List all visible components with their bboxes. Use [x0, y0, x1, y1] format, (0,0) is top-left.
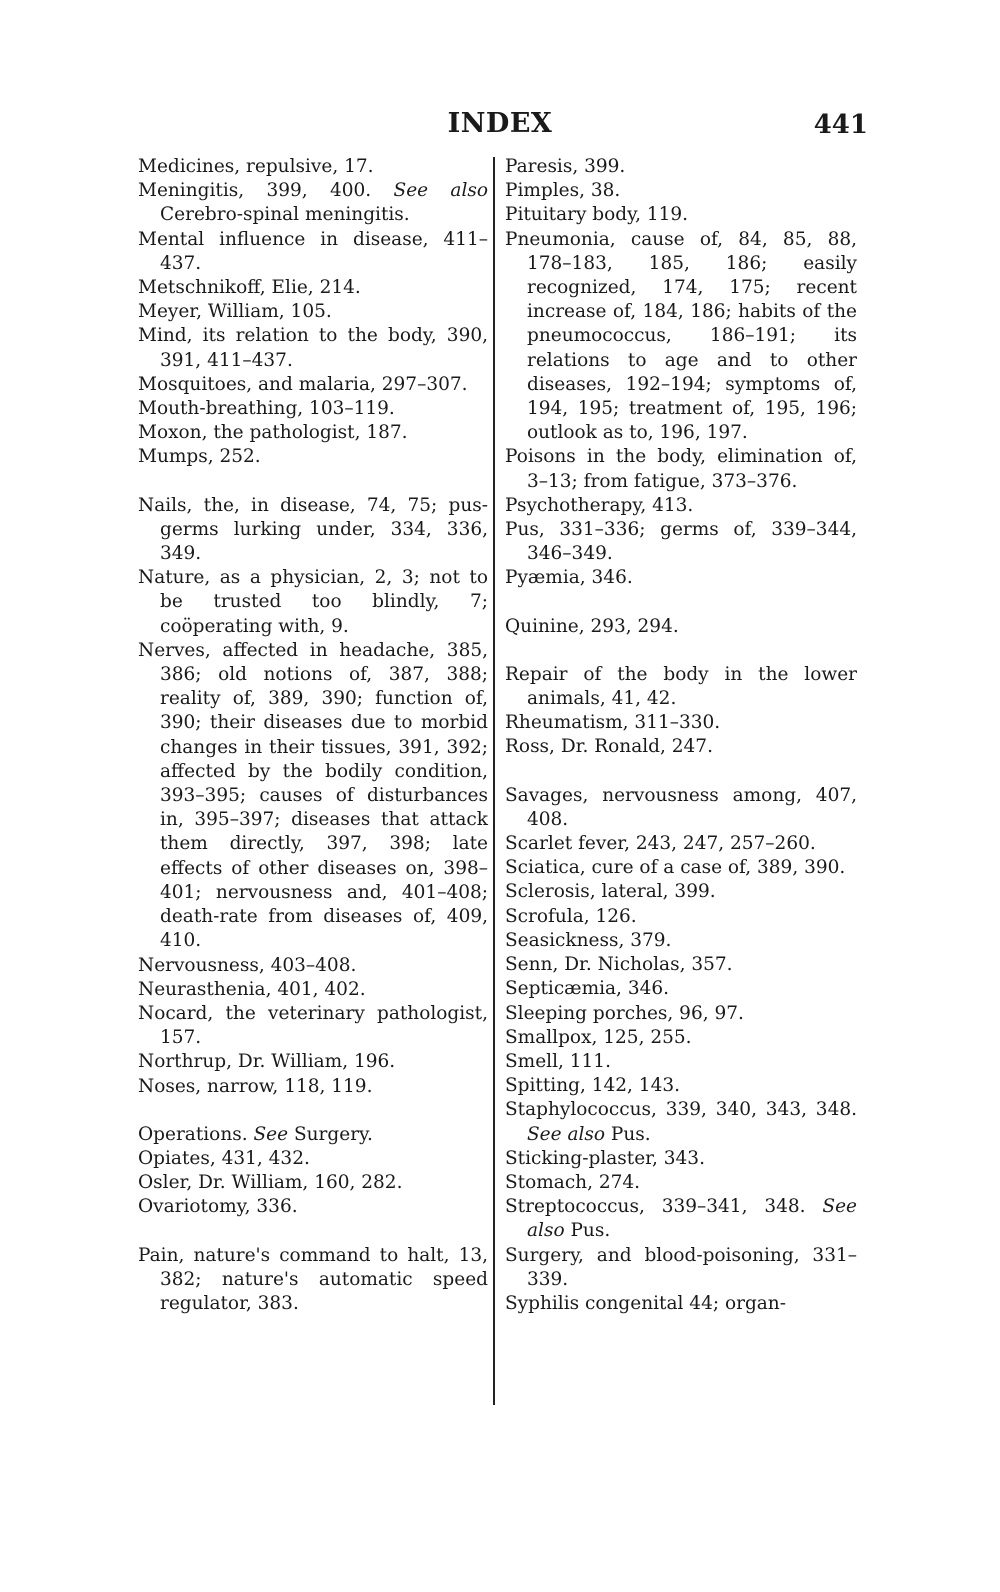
index-entry-text: Syphilis congenital 44; organ-: [505, 1292, 786, 1314]
index-entry: [505, 1002, 857, 1026]
index-entry-text: Psychotherapy, 413.: [505, 494, 694, 516]
letter-group-gap: [505, 639, 857, 663]
cross-reference-label: See also: [527, 1196, 857, 1242]
index-entry-text: Mumps, 252.: [138, 446, 261, 468]
index-entry-text: Meningitis, 399, 400.: [138, 180, 372, 202]
index-entry: [505, 1244, 857, 1292]
index-entry-text: Sciatica, cure of a case of, 389, 390.: [505, 857, 846, 879]
index-entry-text: Northrup, Dr. William, 196.: [138, 1051, 396, 1073]
index-entry: [505, 905, 857, 929]
index-entry-text: Pyæmia, 346.: [505, 567, 633, 589]
index-entry: [505, 566, 857, 590]
index-entry-text: Streptococcus, 339–341, 348.: [505, 1196, 806, 1218]
index-entry: [138, 324, 488, 372]
index-entry: [138, 1123, 488, 1147]
index-entry: [505, 494, 857, 518]
index-entry: [138, 155, 488, 179]
index-entry: [138, 1050, 488, 1074]
index-entry-text: Pain, nature's command to halt, 13, 382; nature's automatic speed regulator, 383.: [138, 1244, 488, 1314]
index-entry-text: Smell, 111.: [505, 1050, 611, 1072]
index-entry-text: Quinine, 293, 294.: [505, 615, 679, 637]
index-entry-text: Ross, Dr. Ronald, 247.: [505, 736, 713, 758]
index-entry-text: Septicæmia, 346.: [505, 978, 670, 1000]
index-entry-text: Paresis, 399.: [505, 156, 626, 177]
index-entry: [505, 977, 857, 1001]
cross-reference-target: Pus.: [570, 1220, 611, 1242]
index-entry-text: Surgery, and blood-poisoning, 331–339.: [505, 1244, 857, 1290]
index-entry: [138, 1147, 488, 1171]
index-entry: [138, 397, 488, 421]
index-entry: [138, 1171, 488, 1195]
index-entry: [505, 1147, 857, 1171]
index-entry: [138, 300, 488, 324]
cross-reference-target: Surgery.: [293, 1123, 373, 1145]
index-entry-text: Opiates, 431, 432.: [138, 1147, 310, 1169]
index-entry-text: Osler, Dr. William, 160, 282.: [138, 1172, 403, 1194]
letter-group-gap: [505, 591, 857, 615]
index-entry: [138, 1002, 488, 1050]
column-divider: [493, 157, 495, 1405]
index-entry-text: Nervousness, 403–408.: [138, 954, 357, 976]
index-entry-text: Metschnikoff, Elie, 214.: [138, 277, 361, 299]
index-entry-text: Sclerosis, lateral, 399.: [505, 881, 716, 903]
index-entry-text: Noses, narrow, 118, 119.: [138, 1075, 373, 1097]
index-entry: [138, 954, 488, 978]
index-entry: [138, 1075, 488, 1099]
cross-reference-label: See: [253, 1123, 289, 1145]
index-entry-text: Nails, the, in disease, 74, 75; pus-germs lurking under, 334, 336, 349.: [138, 494, 488, 565]
index-entry: [505, 228, 857, 446]
index-entry: [138, 566, 488, 639]
letter-group-gap: [138, 1099, 488, 1123]
index-entry-text: Pus, 331–336; germs of, 339–344, 346–349.: [505, 519, 857, 565]
index-entry: [505, 711, 857, 735]
index-entry-text: Pneumonia, cause of, 84, 85, 88, 178–183, 185, 186; easily recognized, 174, 175; recent increase of, 184, 186; habits of the pneumococcus, 186–191; its relations to age and to other diseases, 192–194; symptoms of, 194, 195; treatment of, 195, 196; outlook as to, 196, 197.: [505, 228, 857, 444]
letter-group-gap: [505, 760, 857, 784]
index-entry: [505, 203, 857, 227]
index-entry: [138, 179, 488, 227]
index-entry: [138, 978, 488, 1002]
cross-reference-label: See also: [527, 1123, 606, 1145]
index-entry: [505, 880, 857, 904]
index-entry-text: Spitting, 142, 143.: [505, 1075, 681, 1097]
index-entry-text: Sleeping porches, 96, 97.: [505, 1002, 744, 1024]
index-entry: [138, 494, 488, 567]
index-entry: [505, 1050, 857, 1074]
index-entry-text: Sticking-plaster, 343.: [505, 1147, 705, 1169]
index-entry-text: Nerves, affected in headache, 385, 386; old notions of, 387, 388; reality of, 389, 390; function of, 390; their diseases due to morbid changes in their tissues, 391, 392; affected by the bodily condition, 393–395; causes of disturbances in, 395–397; diseases that attack them directly, 397, 398; late effects of other diseases on, 398–401; nervousness and, 401–408; death-rate from diseases of, 409, 410.: [138, 639, 488, 952]
page-number: 441: [813, 110, 868, 140]
letter-group-gap: [138, 470, 488, 494]
index-entry: [505, 1292, 857, 1316]
index-entry-text: Mouth-breathing, 103–119.: [138, 398, 395, 420]
index-column-right: [505, 155, 857, 1316]
index-entry-text: Mind, its relation to the body, 390, 391, 411–437.: [138, 325, 488, 371]
index-entry: [505, 929, 857, 953]
index-entry-text: Medicines, repulsive, 17.: [138, 156, 374, 177]
index-entry-text: Repair of the body in the lower animals, 41, 42.: [505, 663, 857, 710]
index-entry: [505, 155, 857, 179]
index-entry-text: Rheumatism, 311–330.: [505, 712, 721, 734]
index-entry: [138, 639, 488, 954]
index-column-left: [138, 155, 488, 1316]
index-entry-text: Mental influence in disease, 411–437.: [138, 228, 488, 274]
index-entry: [505, 1195, 857, 1243]
index-entry: [138, 1244, 488, 1317]
index-entry-text: Mosquitoes, and malaria, 297–307.: [138, 373, 468, 395]
index-entry: [505, 953, 857, 977]
index-entry: [505, 615, 857, 639]
cross-reference-target: Pus.: [610, 1123, 651, 1145]
index-entry: [505, 518, 857, 566]
index-entry-text: Staphylococcus, 339, 340, 343, 348.: [505, 1099, 857, 1121]
index-entry: [138, 421, 488, 445]
index-entry: [138, 276, 488, 300]
index-entry-text: Stomach, 274.: [505, 1171, 641, 1193]
index-entry: [505, 179, 857, 203]
index-entry-text: Neurasthenia, 401, 402.: [138, 978, 366, 1000]
index-entry-text: Poisons in the body, elimination of, 3–13; from fatigue, 373–376.: [505, 446, 857, 492]
index-entry: [138, 228, 488, 276]
index-entry: [505, 784, 857, 832]
index-entry: [505, 1026, 857, 1050]
letter-group-gap: [138, 1220, 488, 1244]
index-entry: [505, 832, 857, 856]
cross-reference-target: Cerebro-spinal meningitis.: [160, 204, 410, 226]
index-entry-text: Smallpox, 125, 255.: [505, 1026, 692, 1048]
index-entry-text: Pimples, 38.: [505, 180, 621, 202]
index-entry-text: Operations.: [138, 1123, 248, 1145]
index-entry: [505, 1171, 857, 1195]
index-entry-text: Savages, nervousness among, 407, 408.: [505, 784, 857, 830]
index-entry: [138, 373, 488, 397]
index-entry-text: Ovariotomy, 336.: [138, 1196, 298, 1218]
index-entry-text: Nature, as a physician, 2, 3; not to be trusted too blindly, 7; coöperating with, 9.: [138, 567, 488, 637]
index-entry-text: Senn, Dr. Nicholas, 357.: [505, 954, 733, 976]
index-entry-text: Seasickness, 379.: [505, 929, 672, 951]
page-title: INDEX: [447, 108, 553, 139]
index-entry-text: Pituitary body, 119.: [505, 204, 689, 226]
index-entry: [505, 445, 857, 493]
index-entry: [138, 445, 488, 469]
index-entry-text: Moxon, the pathologist, 187.: [138, 422, 408, 444]
index-entry: [505, 663, 857, 711]
index-entry-text: Nocard, the veterinary pathologist, 157.: [138, 1002, 488, 1049]
cross-reference-label: See also: [393, 180, 488, 202]
index-entry: [505, 1098, 857, 1146]
index-entry-text: Meyer, William, 105.: [138, 301, 332, 323]
index-entry-text: Scarlet fever, 243, 247, 257–260.: [505, 833, 816, 855]
index-entry: [505, 1074, 857, 1098]
index-entry: [505, 735, 857, 759]
index-entry-text: Scrofula, 126.: [505, 905, 637, 927]
index-entry: [505, 856, 857, 880]
index-entry: [138, 1195, 488, 1219]
